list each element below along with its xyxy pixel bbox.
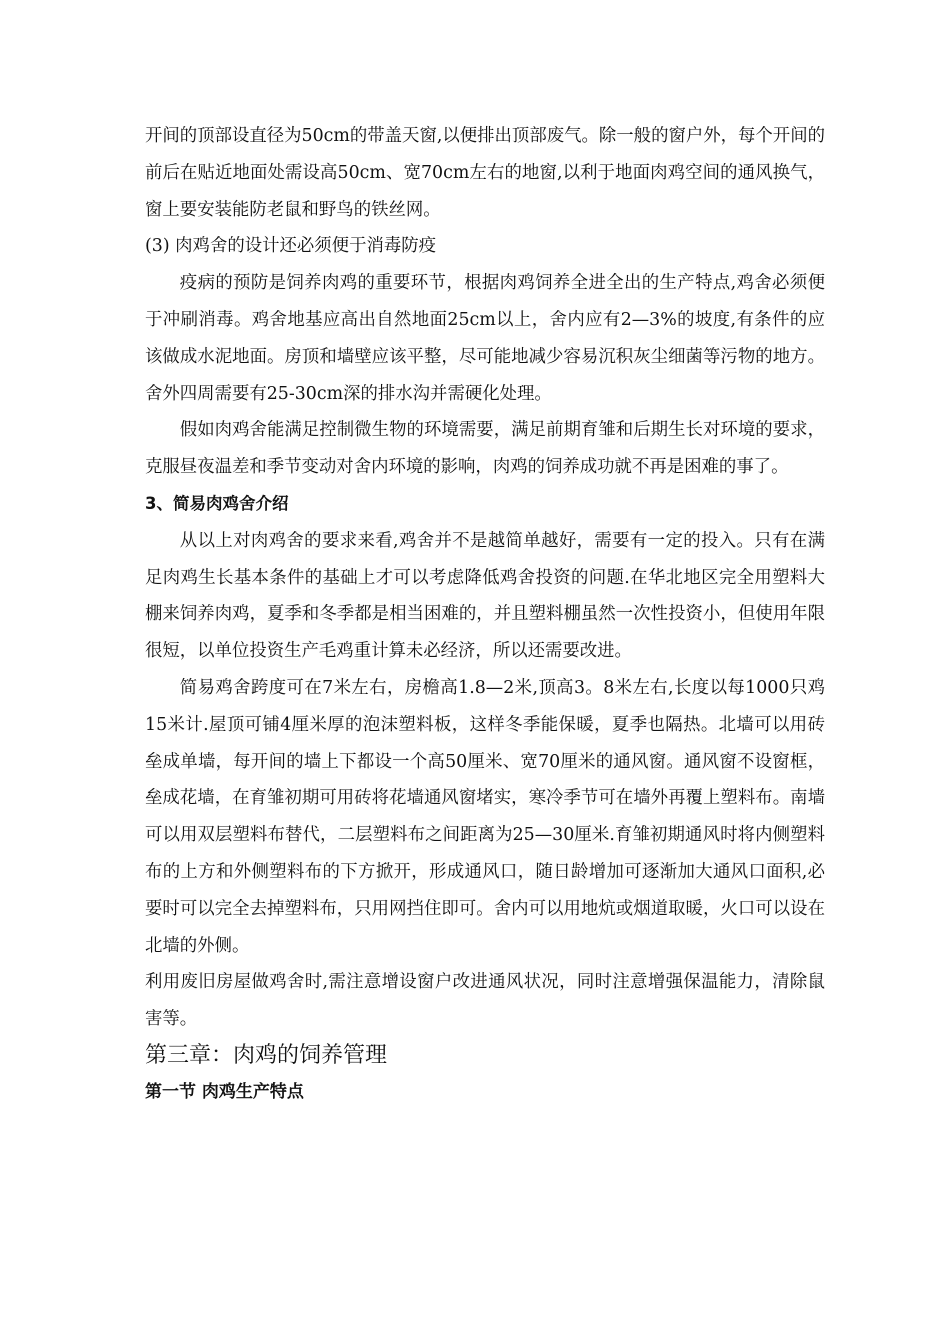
paragraph-skylight-vents: 开间的顶部设直径为50cm的带盖天窗,以便排出顶部废气。除一般的窗户外，每个开间的前后在贴近地面处需设高50cm、宽70cm左右的地窗,以利于地面肉鸡空间的通风换气，窗上要安装能防老鼠和野鸟的铁丝网。 [145, 126, 825, 220]
paragraph-disease-prevention: 疫病的预防是饲养肉鸡的重要环节，根据肉鸡饲养全进全出的生产特点,鸡舍必须便于冲刷消毒。鸡舍地基应高出自然地面25cm以上，舍内应有2—3%的坡度,有条件的应该做成水泥地面。房顶和墙壁应该平整，尽可能地减少容易沉积灰尘细菌等污物的地方。舍外四周需要有25-30cm深的排水沟并需硬化处理。 [145, 273, 825, 404]
document-page [145, 118, 825, 1110]
section-title: 第一节 肉鸡生产特点 [145, 1081, 304, 1102]
subheading-disinfection: (3) 肉鸡舍的设计还必须便于消毒防疫 [145, 236, 437, 257]
paragraph-investment: 从以上对肉鸡舍的要求来看,鸡舍并不是越简单越好，需要有一定的投入。只有在满足肉鸡生长基本条件的基础上才可以考虑降低鸡舍投资的问题.在华北地区完全用塑料大棚来饲养肉鸡，夏季和冬季都是相当困难的，并且塑料棚虽然一次性投资小，但使用年限很短，以单位投资生产毛鸡重计算未必经济，所以还需要改进。 [145, 530, 825, 662]
paragraph-simple-house-structure: 简易鸡舍跨度可在7米左右，房檐高1.8—2米,顶高3。8米左右,长度以每1000只鸡15米计.屋顶可铺4厘米厚的泡沫塑料板，这样冬季能保暖，夏季也隔热。北墙可以用砖垒成单墙，每开间的墙上下都设一个高50厘米、宽70厘米的通风窗。通风窗不设窗框，垒成花墙，在育雏初期可用砖将花墙通风窗堵实，寒冷季节可在墙外再覆上塑料布。南墙可以用双层塑料布替代，二层塑料布之间距离为25—30厘米.育雏初期通风时将内侧塑料布的上方和外侧塑料布的下方掀开，形成通风口，随日龄增加可逐渐加大通风口面积,必要时可以完全去掉塑料布，只用网挡住即可。舍内可以用地炕或烟道取暖，火口可以设在北墙的外侧。 [145, 677, 825, 956]
heading-simple-broiler-house: 3、简易肉鸡舍介绍 [145, 493, 289, 513]
chapter-title: 第三章：肉鸡的饲养管理 [145, 1042, 388, 1068]
paragraph-environment-control: 假如肉鸡舍能满足控制微生物的环境需要，满足前期育雏和后期生长对环境的要求，克服昼夜温差和季节变动对舍内环境的影响，肉鸡的饲养成功就不再是困难的事了。 [145, 420, 825, 478]
paragraph-old-houses: 利用废旧房屋做鸡舍时,需注意增设窗户改进通风状况，同时注意增强保温能力，清除鼠害等。 [145, 972, 825, 1030]
